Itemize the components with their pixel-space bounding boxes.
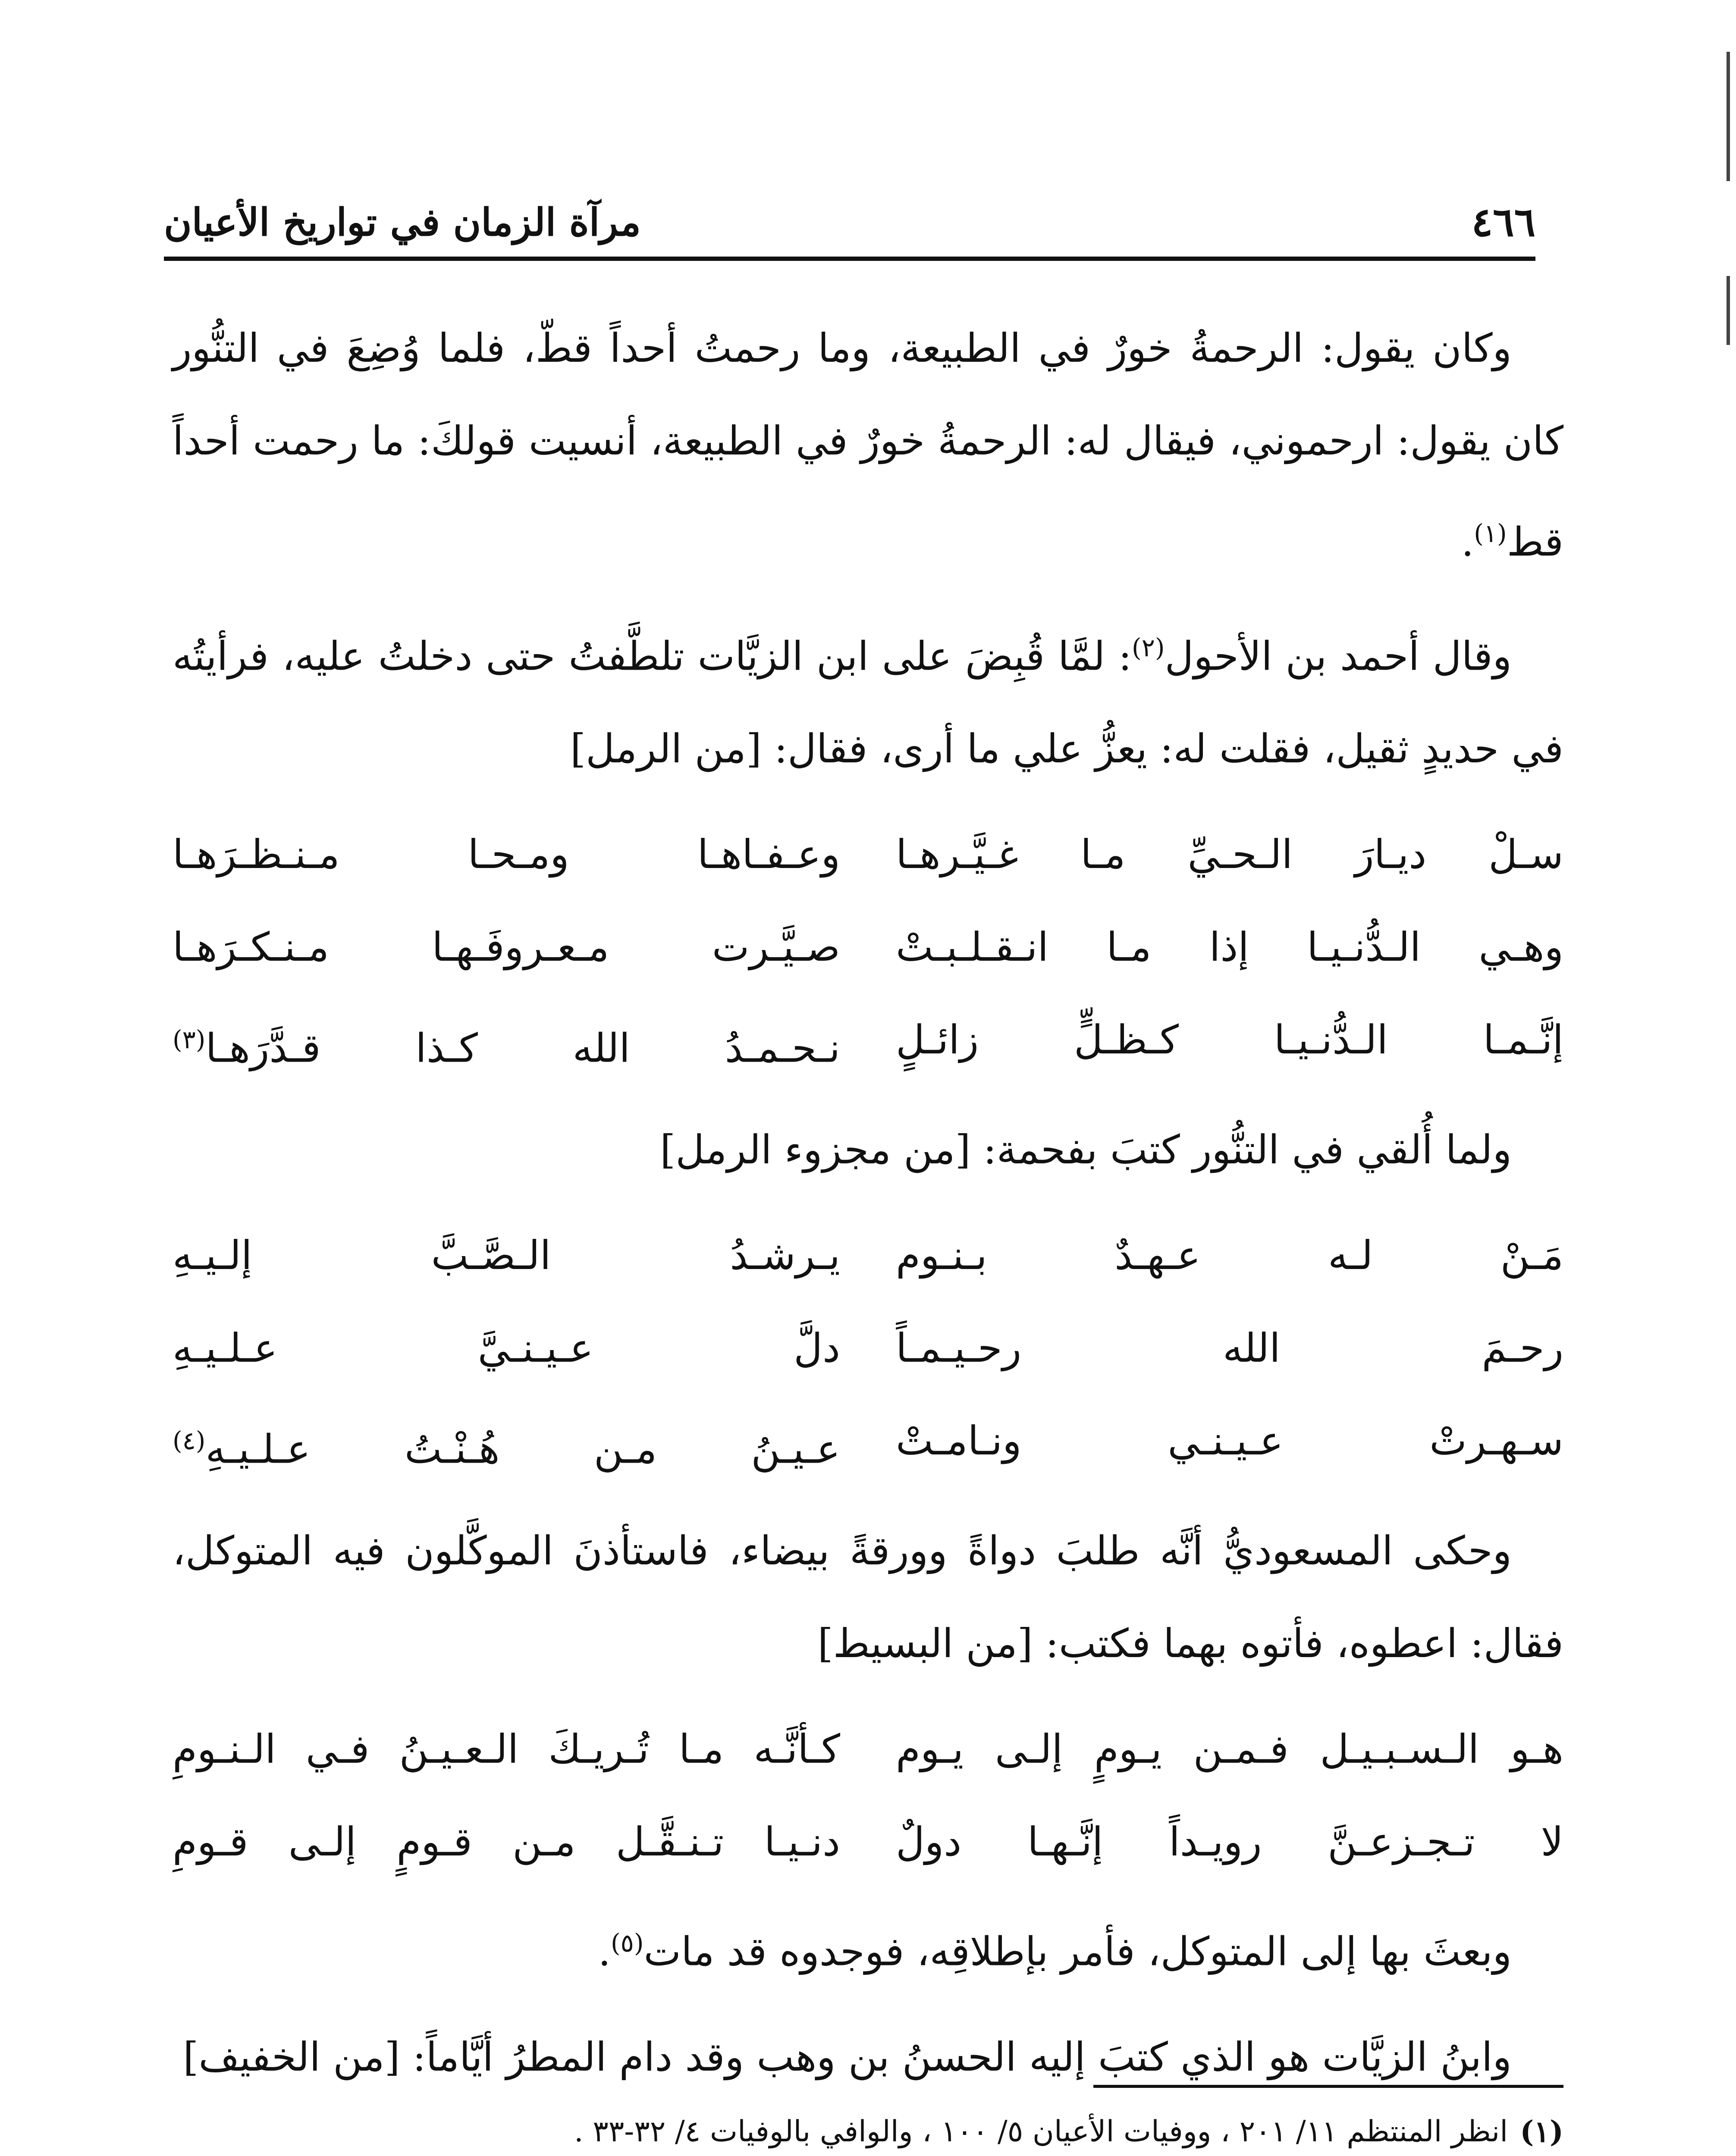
paragraph-text: : لمَّا قُبِضَ على ابن الزيَّات تلطَّفتُ حتى دخلتُ عليه، فرأيتُه في حديدٍ ثقيل، فقلت له: يعزُّ علي ما أرى، فقال: [من الرمل] — [173, 633, 1563, 772]
verse-line — [173, 1209, 1563, 1302]
poem-3 — [173, 1703, 1563, 1888]
main-text — [173, 302, 1563, 2116]
page-edge-mark — [1727, 276, 1730, 345]
verse-line — [173, 901, 1563, 993]
verse-first-hemistich: وهـي الـدُّنـيـا إذا مـا انـقـلـبـتْ — [896, 924, 1563, 971]
verse-second-hemistich — [173, 1395, 840, 1496]
footnote-ref: (٣) — [173, 1025, 206, 1055]
verse-first-hemistich: رحـمَ الله رحـيـمـاً — [896, 1325, 1563, 1371]
footnote-ref: (٥) — [611, 1928, 644, 1958]
poem-2 — [173, 1209, 1563, 1496]
verse-first-hemistich: هـو الـسـبـيـل فـمـن يـومٍ إلـى يـوم — [896, 1726, 1563, 1772]
running-title: مرآة الزمان في تواريخ الأعيان — [164, 200, 641, 244]
verse-second-hemistich: كـأنَّـه مـا تُـريـكَ الـعـيـنُ فـي الـنـومِ — [173, 1726, 840, 1772]
footnote-text: انظر المنتظم ١١/ ٢٠١ ، ووفيات الأعيان ٥/ ١٠٠ ، والوافي بالوفيات ٤/ ٣٢-٣٣ . — [574, 2115, 1508, 2149]
verse-first-hemistich: مَـنْ لـه عـهـدٌ بـنـوم — [896, 1232, 1563, 1279]
paragraph-5: وبعثَ بها إلى المتوكل، فأمر بإطلاقِه، فوجدوه قد مات$^{(٥)}$. — [598, 1928, 1512, 1975]
footnote-ref: (١) — [1474, 519, 1507, 548]
footnotes — [173, 2104, 1563, 2156]
verse-first-hemistich: إنَّـمـا الـدُّنـيـا كـظـلٍّ زائـلٍ — [896, 1017, 1563, 1063]
verse-second-hemistich: وعـفـاهـا ومـحـا مـنـظـرَهـا — [173, 831, 840, 878]
page-header — [164, 190, 1535, 254]
paragraph-3: ولما أُلقي في التنُّور كتبَ بفحمة: [من مجزوء الرمل] — [660, 1126, 1512, 1173]
paragraph-4: وحكى المسعوديُّ أنَّه طلبَ دواةً وورقةً بيضاء، فاستأذنَ الموكَّلون فيه المتوكل، فقال: اعطوه، فأتوه بهما فكتب: [من البسيط] — [173, 1527, 1563, 1667]
footnote-separator — [1093, 2085, 1563, 2088]
verse-second-hemistich: صـيَّـرت مـعـروفَـهـا مـنـكـرَهـا — [173, 924, 840, 971]
verse-line — [173, 808, 1563, 901]
verse-text: عـيـنُ مـن هُـنْـتُ عـلـيـهِ — [205, 1426, 840, 1473]
footnote-number: (١) — [1520, 2115, 1563, 2149]
verse-line — [173, 1703, 1563, 1796]
verse-second-hemistich: يـرشـدُ الـصَّـبَّ إلـيـهِ — [173, 1232, 840, 1279]
paragraph-text: وقال أحمد بن الأحول — [1165, 633, 1512, 680]
paragraph-text: وبعثَ بها إلى المتوكل، فأمر بإطلاقِه، فوجدوه قد مات — [644, 1928, 1512, 1975]
verse-line — [173, 1796, 1563, 1888]
paragraph-1: وكان يقول: الرحمةُ خورٌ في الطبيعة، وما رحمتُ أحداً قطّ، فلما وُضِعَ في التنُّور كان يقول: ارحموني، فيقال له: الرحمةُ خورٌ في الطبيعة، أنسيت قولكَ: ما رحمت أحداً قط$^{(١)}$. — [173, 325, 1563, 565]
poem-1 — [173, 808, 1563, 1095]
paragraph-text: وكان يقول: الرحمةُ خورٌ في الطبيعة، وما رحمتُ أحداً قطّ، فلما وُضِعَ في التنُّور كان يقول: ارحموني، فيقال له: الرحمةُ خورٌ في الطبيعة، أنسيت قولكَ: ما رحمت أحداً قط — [173, 325, 1563, 565]
verse-line — [173, 993, 1563, 1095]
verse-second-hemistich: دلَّ عـيـنـيَّ عـلـيـهِ — [173, 1325, 840, 1371]
footnote-ref: (٢) — [1132, 633, 1165, 662]
verse-text: نـحـمـدُ الله كـذا قـدَّرَهـا — [205, 1025, 840, 1072]
verse-line — [173, 1395, 1563, 1496]
verse-first-hemistich: لا تـجـزعـنَّ رويـداً إنَّـهـا دولٌ — [896, 1818, 1563, 1865]
verse-second-hemistich — [173, 993, 840, 1095]
page-edge-mark — [1727, 52, 1730, 181]
paragraph-2 — [173, 602, 1563, 796]
footnote — [173, 2104, 1563, 2156]
header-rule — [164, 257, 1535, 261]
verse-line — [173, 1302, 1563, 1395]
page-number: ٤٦٦ — [1471, 199, 1535, 245]
verse-second-hemistich: دنـيـا تـنـقَّـل مـن قـومٍ إلـى قـومِ — [173, 1818, 840, 1865]
footnote-ref: (٤) — [173, 1426, 206, 1455]
verse-first-hemistich: سـلْ ديـارَ الـحـيِّ مـا غـيَّـرهـا — [896, 831, 1563, 878]
paragraph-6: وابنُ الزيَّات هو الذي كتبَ إليه الحسنُ بن وهب وقد دام المطرُ أيَّاماً: [من الخفيف] — [183, 2034, 1512, 2081]
verse-first-hemistich: سـهـرتْ عـيـنـي ونـامـتْ — [896, 1417, 1563, 1464]
